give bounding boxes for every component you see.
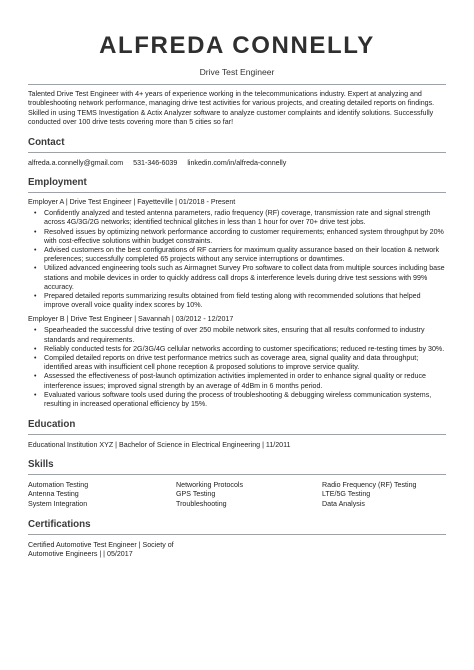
contact-heading: Contact	[28, 137, 65, 149]
skills-divider	[28, 474, 446, 475]
education-divider	[28, 434, 446, 435]
list-item: • Spearheaded the successful drive testing of over 250 mobile network sites, ensuring that all results conformed to industry standards and requirements.	[28, 326, 446, 344]
list-item: • Prepared detailed reports summarizing results obtained from field testing along with recommended solutions that helped improve overall voice quality index scores by 10%.	[28, 292, 446, 310]
education-entry: Educational Institution XYZ | Bachelor of Science in Electrical Engineering | 11/2011	[28, 441, 291, 450]
contact-linkedin[interactable]: linkedin.com/in/alfreda-connelly	[187, 159, 287, 168]
skill-item: Radio Frequency (RF) Testing	[322, 481, 417, 490]
skills-grid	[28, 481, 446, 509]
skill-item: System Integration	[28, 499, 88, 508]
job-bullets-employer-b	[28, 326, 446, 409]
list-item: • Utilized advanced engineering tools such as Airmagnet Survey Pro software to collect data from multiple sources including base stations and mobile devices in order to quickly address call drops & interference levels during drive test sessions with 99% accuracy.	[28, 264, 446, 292]
header-divider	[28, 84, 446, 85]
skill-item: GPS Testing	[176, 490, 216, 499]
contact-divider	[28, 152, 446, 153]
list-item: • Evaluated various software tools used during the process of troubleshooting & debugging wireless communication systems, resulting in increased operational efficiency by 15%.	[28, 391, 446, 409]
skill-item: Troubleshooting	[176, 499, 227, 508]
contact-email[interactable]: alfreda.a.connelly@gmail.com	[28, 159, 124, 168]
candidate-name: ALFREDA CONNELLY	[99, 32, 375, 59]
job-title: Drive Test Engineer	[199, 67, 275, 77]
list-item: • Reliably conducted tests for 2G/3G/4G cellular networks according to customer specifications; reduced re-testing times by 30%.	[28, 345, 446, 354]
list-item: • Advised customers on the best configurations of RF carriers for maximum quality assurance based on their location & network preferences; successfully completed 65 projects without any service interruptions or downtimes.	[28, 246, 446, 264]
employment-heading: Employment	[28, 177, 87, 189]
job-header-employer-a: Employer A | Drive Test Engineer | Fayetteville | 01/2018 - Present	[28, 198, 236, 207]
skill-item: Networking Protocols	[176, 481, 244, 490]
job-header-employer-b: Employer B | Drive Test Engineer | Savannah | 03/2012 - 12/2017	[28, 315, 234, 324]
skill-item: Data Analysis	[322, 499, 365, 508]
skill-item: LTE/5G Testing	[322, 490, 371, 499]
skill-item: Antenna Testing	[28, 490, 79, 499]
list-item: • Compiled detailed reports on drive test performance metrics such as coverage area, signal quality and data throughput; identified areas with insufficient cell phone reception & proposed solutions to improve service quality.	[28, 354, 446, 372]
contact-info	[28, 159, 446, 167]
employment-divider	[28, 192, 446, 193]
job-bullets-employer-a	[28, 209, 446, 310]
list-item: • Confidently analyzed and tested antenna parameters, radio frequency (RF) coverage, transmission rate and signal strength across 4G/3G/2G networks; identified technical glitches in less than 1 hour for over 70+ drive test jobs.	[28, 209, 446, 227]
skill-item: Automation Testing	[28, 481, 89, 490]
certifications-heading: Certifications	[28, 518, 91, 530]
certifications-divider	[28, 534, 446, 535]
list-item: • Resolved issues by optimizing network performance according to customer requirements; enhanced system throughput by 20% with cost-effective solutions within budget constraints.	[28, 228, 446, 246]
skills-heading: Skills	[28, 459, 54, 471]
contact-phone[interactable]: 531-346-6039	[133, 159, 178, 168]
summary-text: Talented Drive Test Engineer with 4+ years of experience working in the telecommunications industry. Expert at analyzing and troubleshooting network performance, managing drive test activities for various projects, and creating detailed reports on findings. Skilled in using TEMS Investigation & Actix Analyzer software to analyze customer complaints and identify solutions. Successfully conducted over 100 drive tests covering more than 5 cities so far!	[28, 90, 435, 126]
certification-entry: Certified Automotive Test Engineer | Society of Automotive Engineers | | 05/2017	[28, 540, 174, 559]
education-heading: Education	[28, 419, 76, 431]
list-item: • Assessed the effectiveness of post-launch optimization activities implemented in order to enhance signal quality or reduce interference issues; improved signal strength by an average of 4dBm in 6 months period.	[28, 372, 446, 390]
